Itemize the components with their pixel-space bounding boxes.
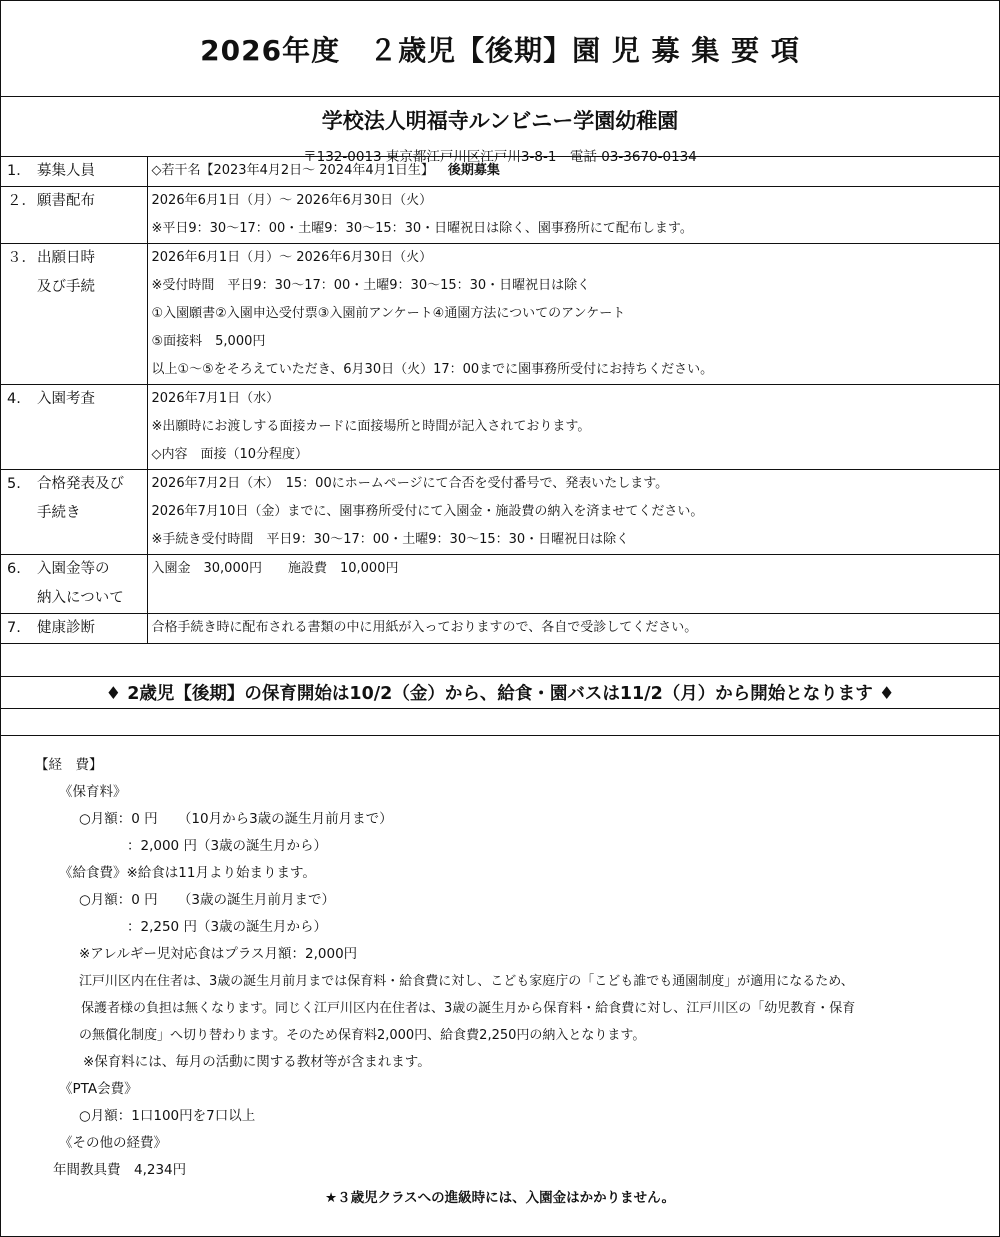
expense-line: の無償化制度」へ切り替わります。そのため保育料2,000円、給食費2,250円の納入となります。 bbox=[79, 1028, 646, 1043]
school-address: 〒132-0013 東京都江戸川区江戸川3-8-1 電話 03-3670-0134 bbox=[303, 149, 697, 165]
requirement-value-text: ※出願時にお渡しする面接カードに面接場所と時間が記入されております。 bbox=[151, 419, 591, 434]
requirement-value-text: ※平日9：30～17：00・土曜9：30～15：30・日曜祝日は除く、園事務所にて配布します。 bbox=[151, 221, 693, 236]
requirement-label-line bbox=[7, 273, 147, 302]
requirement-value bbox=[147, 555, 999, 614]
requirement-value bbox=[147, 244, 999, 385]
requirement-row bbox=[1, 385, 999, 470]
requirement-value-text: 2026年7月10日（金）までに、園事務所受付にて入園金・施設費の納入を済ませてください。 bbox=[151, 504, 704, 519]
requirement-value-emphasis: 後期募集 bbox=[447, 163, 500, 178]
requirement-value-line bbox=[148, 385, 1000, 413]
spacer-row bbox=[1, 709, 999, 736]
requirement-value-text: 2026年6月1日（月）～ 2026年6月30日（火） bbox=[151, 193, 433, 208]
requirement-number: ２． bbox=[7, 193, 36, 209]
expense-line: ：2,000 円（3歳の誕生月から） bbox=[127, 838, 328, 854]
requirement-number: 4. bbox=[7, 391, 21, 407]
requirement-value bbox=[147, 470, 999, 555]
expense-line: ※保育料には、毎月の活動に関する教材等が含まれます。 bbox=[83, 1054, 431, 1070]
page-title: 2026年度 ２歳児【後期】園 児 募 集 要 項 bbox=[200, 33, 800, 67]
requirement-label-line bbox=[7, 187, 147, 216]
school-name: 学校法人明福寺ルンビニー学園幼稚園 bbox=[321, 109, 679, 133]
requirement-value-text: 2026年7月2日（木） 15：00にホームページにて合否を受付番号で、発表いたします。 bbox=[151, 476, 669, 491]
requirements-table bbox=[1, 157, 999, 644]
requirement-value-line bbox=[148, 272, 1000, 300]
requirement-value-line bbox=[148, 441, 1000, 469]
requirement-label bbox=[1, 470, 147, 555]
requirement-label-text: 合格発表及び bbox=[37, 476, 124, 492]
expense-line: 《その他の経費》 bbox=[59, 1135, 167, 1151]
requirement-label-line bbox=[7, 555, 147, 584]
requirement-value-text: ※受付時間 平日9：30～17：00・土曜9：30～15：30・日曜祝日は除く bbox=[151, 278, 591, 293]
requirement-value bbox=[147, 614, 999, 644]
requirement-label-text: 手続き bbox=[37, 505, 81, 521]
spacer-row bbox=[1, 644, 999, 677]
expense-line: 《PTA会費》 bbox=[59, 1081, 138, 1097]
requirement-number: 7. bbox=[7, 620, 21, 636]
requirement-row bbox=[1, 555, 999, 614]
requirement-value-line bbox=[148, 300, 1000, 328]
requirement-number: ３． bbox=[7, 250, 36, 266]
requirement-value-text: ◇内容 面接（10分程度） bbox=[151, 447, 309, 462]
requirement-label-text: 募集人員 bbox=[37, 163, 95, 179]
requirement-number: 5. bbox=[7, 476, 21, 492]
footer-note: ★３歳児クラスへの進級時には、入園金はかかりません。 bbox=[324, 1190, 675, 1206]
requirement-value-line bbox=[148, 498, 1000, 526]
requirement-label-text: 健康診断 bbox=[37, 620, 95, 636]
requirement-value-text: ①入園願書②入園申込受付票③入園前アンケート④通園方法についてのアンケート bbox=[151, 306, 626, 321]
requirement-value-line bbox=[148, 215, 1000, 243]
requirement-value-text: 合格手続き時に配布される書類の中に用紙が入っておりますので、各自で受診してください。 bbox=[151, 620, 698, 635]
requirement-label-text: 及び手続 bbox=[37, 279, 95, 295]
requirement-label-line bbox=[7, 614, 147, 643]
requirement-value-line bbox=[148, 555, 1000, 583]
requirement-label-line bbox=[7, 385, 147, 414]
requirement-value bbox=[147, 385, 999, 470]
requirement-label bbox=[1, 614, 147, 644]
requirement-value-text: ※手続き受付時間 平日9：30～17：00・土曜9：30～15：30・日曜祝日は除く bbox=[151, 532, 630, 547]
expense-line: 保護者様の負担は無くなります。同じく江戸川区内在住者は、3歳の誕生月から保育料・給食費に対し、江戸川区の「幼児教育・保育 bbox=[81, 1001, 856, 1016]
requirement-label-text: 入園金等の bbox=[37, 561, 110, 577]
expense-line: ○月額：1口100円を7口以上 bbox=[79, 1108, 256, 1124]
requirement-label-text: 出願日時 bbox=[37, 250, 95, 266]
requirement-label-line bbox=[7, 157, 147, 186]
expense-line: ※アレルギー児対応食はプラス月額：2,000円 bbox=[79, 946, 358, 962]
requirement-label-line bbox=[7, 244, 147, 273]
expense-line: 《保育料》 bbox=[59, 784, 127, 800]
requirement-value-line bbox=[148, 413, 1000, 441]
requirement-value-line bbox=[148, 526, 1000, 554]
requirement-value-line bbox=[148, 470, 1000, 498]
requirement-row bbox=[1, 187, 999, 244]
requirement-number: 1． bbox=[7, 163, 31, 179]
requirement-number: 6. bbox=[7, 561, 21, 577]
requirement-value-line bbox=[148, 328, 1000, 356]
requirement-value-line bbox=[148, 187, 1000, 215]
requirement-value-line bbox=[148, 614, 1000, 642]
school-header bbox=[1, 97, 999, 165]
requirement-label-text: 納入について bbox=[37, 590, 124, 606]
expenses-heading: 【経 費】 bbox=[35, 757, 103, 773]
expense-line: 江戸川区内在住者は、3歳の誕生月前月までは保育料・給食費に対し、こども家庭庁の「こども誰でも通園制度」が適用になるため、 bbox=[79, 974, 854, 989]
requirement-value-text: 2026年7月1日（水） bbox=[151, 391, 280, 406]
expense-line: ○月額：0 円 （10月から3歳の誕生月前月まで） bbox=[79, 811, 393, 827]
requirement-value-text: 2026年6月1日（月）～ 2026年6月30日（火） bbox=[151, 250, 433, 265]
requirement-label-text: 入園考査 bbox=[37, 391, 95, 407]
requirement-value-line bbox=[148, 356, 1000, 384]
expenses-section bbox=[1, 736, 999, 1206]
requirement-label-line bbox=[7, 584, 147, 613]
requirement-value-text: ⑤面接料 5,000円 bbox=[151, 334, 266, 349]
requirement-row bbox=[1, 470, 999, 555]
requirement-value-text: 以上①～⑤をそろえていただき、6月30日（火）17：00までに園事務所受付にお持ちください。 bbox=[151, 362, 714, 377]
requirement-label-line bbox=[7, 470, 147, 499]
title-box bbox=[1, 1, 999, 97]
requirement-value-text: 入園金 30,000円 施設費 10,000円 bbox=[151, 561, 399, 576]
requirement-label-text: 願書配布 bbox=[37, 193, 95, 209]
expense-line: ○月額：0 円 （3歳の誕生月前月まで） bbox=[79, 892, 335, 908]
expense-line: ：2,250 円（3歳の誕生月から） bbox=[127, 919, 328, 935]
expense-line: 年間教具費 4,234円 bbox=[53, 1162, 187, 1178]
requirement-label bbox=[1, 555, 147, 614]
requirement-value bbox=[147, 187, 999, 244]
requirement-value-text: ◇若干名【2023年4月2日～ 2024年4月1日生】 bbox=[151, 163, 434, 178]
requirement-label bbox=[1, 157, 147, 187]
requirement-label bbox=[1, 385, 147, 470]
expense-line: 《給食費》※給食は11月より始まります。 bbox=[59, 865, 316, 881]
requirement-label-line bbox=[7, 499, 147, 528]
requirement-label bbox=[1, 244, 147, 385]
requirement-value-line bbox=[148, 244, 1000, 272]
start-date-notice: ♦ 2歳児【後期】の保育開始は10/2（金）から、給食・園バスは11/2（月）から開始となります ♦ bbox=[1, 677, 999, 709]
requirement-row bbox=[1, 244, 999, 385]
requirement-label bbox=[1, 187, 147, 244]
requirement-row bbox=[1, 614, 999, 644]
